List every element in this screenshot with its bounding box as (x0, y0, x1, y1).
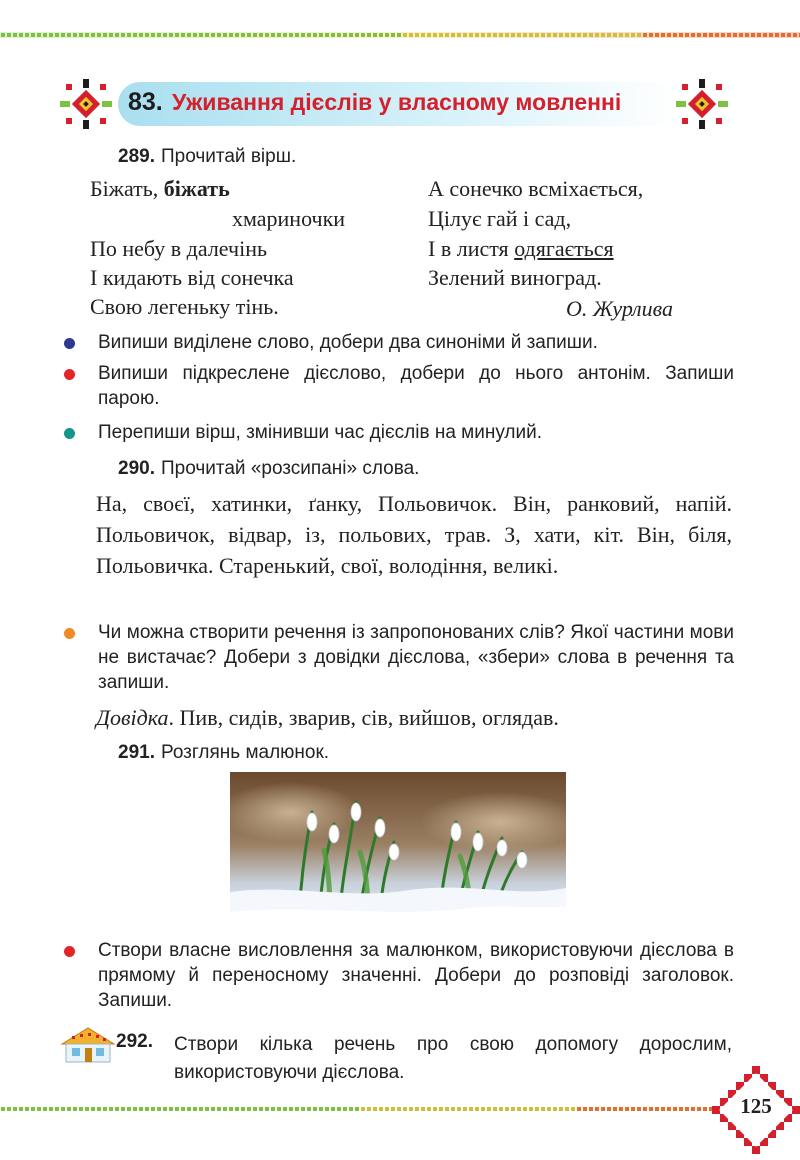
task-bullet (64, 420, 734, 446)
task-number: 292. (116, 1031, 153, 1052)
poem-line: По небу в далечінь (90, 236, 267, 261)
task-bullet (64, 361, 734, 413)
page-number: 125 (740, 1094, 772, 1118)
task-bullet (64, 620, 734, 698)
task-number: 290. (118, 458, 155, 479)
bottom-ornament-border (0, 1106, 720, 1112)
lesson-heading (58, 76, 732, 132)
task-292-text: Створи кілька речень про свою допомогу дорослим, використовуючи дієслова. (174, 1034, 732, 1083)
bullet-dot-icon (64, 628, 75, 639)
poem-text: І в листя (428, 236, 515, 261)
bullet-text: Випиши виділене слово, добери два синоніми й запиши. (98, 332, 598, 353)
task-number: 291. (118, 742, 155, 763)
bullet-dot-icon (64, 338, 75, 349)
poem-author: О. Журлива (566, 296, 674, 321)
poem-line: А сонечко всміхається, (428, 176, 644, 201)
poem-line: Зелений виноград. (428, 265, 602, 290)
task-instruction: Прочитай вірш. (160, 146, 297, 167)
lesson-title: Уживання дієслів у власному мовленні (172, 89, 622, 115)
task-number: 289. (118, 146, 155, 167)
reference-text: . Пив, сидів, зварив, сів, вийшов, оглядав. (168, 705, 559, 730)
poem-line: Цілує гай і сад, (428, 206, 572, 231)
bullet-text: Створи власне висловлення за малюнком, використовуючи дієслова в прямому й переносному значенні. Добери до розповіді заголовок. Запиши. (98, 940, 734, 1011)
bullet-dot-icon (64, 946, 75, 957)
embroidery-ornament-icon (674, 78, 730, 130)
task-bullet (64, 330, 734, 356)
embroidery-ornament-icon (58, 78, 114, 130)
poem-line (90, 176, 230, 202)
bullet-dot-icon (64, 428, 75, 439)
task-instruction: Розглянь малюнок. (160, 742, 330, 763)
task-289-label (118, 146, 296, 168)
task-292-label (116, 1031, 159, 1053)
poem-text: Біжать, (90, 176, 164, 201)
bullet-dot-icon (64, 369, 75, 380)
bullet-text: Чи можна створити речення із запропонованих слів? Якої частини мови не вистачає? Добери з довідки дієслова, «збери» слова в речення та запиши. (98, 622, 734, 693)
highlighted-word: біжать (163, 176, 230, 201)
bullet-text: Випиши підкреслене дієслово, добери до нього антонім. Запиши парою. (98, 363, 734, 409)
task-instruction: Прочитай «розсипані» слова. (160, 458, 420, 479)
task-bullet (64, 938, 734, 1016)
top-ornament-border (0, 32, 800, 38)
poem-line (428, 236, 614, 262)
scrambled-words: На, своєї, хатинки, ґанку, Польовичок. Він, ранковий, напій. Польовичок, відвар, із, польових, трав. З, хати, кіт. Він, біля, Польовичка. Старенький, свої, володіння, великі. (96, 491, 732, 578)
snowdrops-photo (230, 772, 566, 932)
bullet-text: Перепиши вірш, змінивши час дієслів на минулий. (98, 422, 543, 443)
poem-line: Свою легеньку тінь. (90, 294, 279, 319)
house-icon (58, 1026, 118, 1064)
task-290-label (118, 458, 419, 480)
poem-line: І кидають від сонечка (90, 265, 294, 290)
reference-label: Довідка (96, 705, 169, 730)
task-291-label (118, 742, 329, 764)
reference-line (96, 702, 732, 733)
poem-line: хмариночки (232, 206, 346, 231)
lesson-number: 83. (128, 88, 163, 116)
underlined-word: одягається (514, 236, 614, 261)
